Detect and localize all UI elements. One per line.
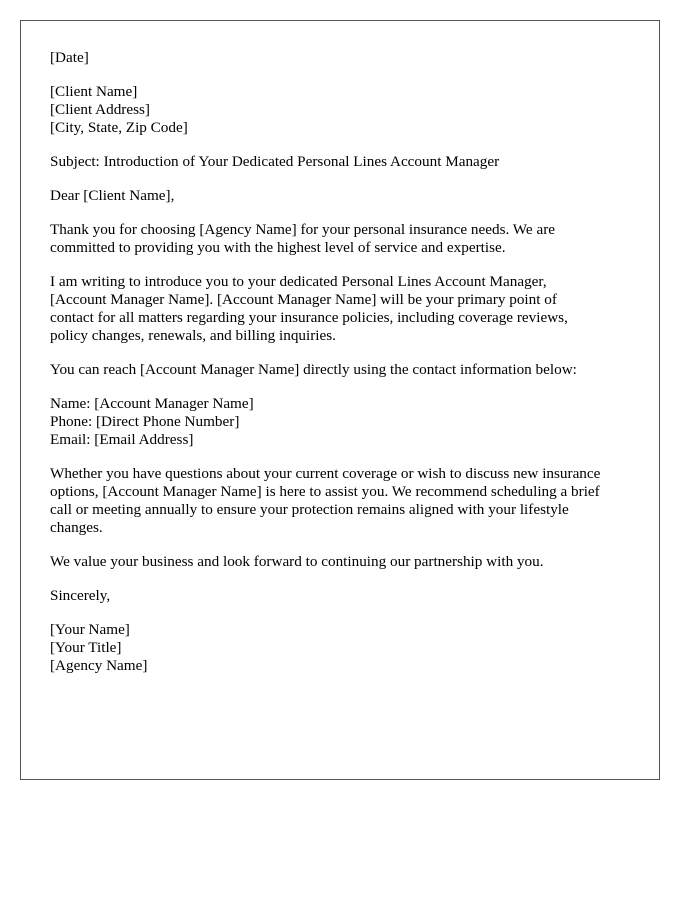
- recipient-address-block: [50, 83, 640, 137]
- paragraph-line: Thank you for choosing [Agency Name] for your personal insurance needs. We are: [50, 221, 555, 238]
- closing: Sincerely,: [50, 587, 111, 604]
- closing-block: [50, 587, 640, 605]
- date-block: [50, 49, 640, 67]
- paragraph-value-business: [50, 553, 640, 571]
- recipient-name: [Client Name]: [50, 83, 138, 100]
- recipient-city-state-zip: [City, State, Zip Code]: [50, 119, 188, 136]
- contact-email: Email: [Email Address]: [50, 431, 194, 448]
- paragraph-line: policy changes, renewals, and billing inquiries.: [50, 327, 336, 344]
- paragraph-line: committed to providing you with the highest level of service and expertise.: [50, 239, 506, 256]
- contact-name: Name: [Account Manager Name]: [50, 395, 254, 412]
- paragraph-line: call or meeting annually to ensure your protection remains aligned with your lifestyle: [50, 501, 569, 518]
- contact-info-block: [50, 395, 640, 449]
- contact-phone: Phone: [Direct Phone Number]: [50, 413, 240, 430]
- signature-block: [50, 621, 640, 675]
- salutation: Dear [Client Name],: [50, 187, 175, 204]
- paragraph-introduction: [50, 273, 640, 345]
- salutation-block: [50, 187, 640, 205]
- paragraph-line: contact for all matters regarding your insurance policies, including coverage reviews,: [50, 309, 568, 326]
- paragraph-line: I am writing to introduce you to your dedicated Personal Lines Account Manager,: [50, 273, 547, 290]
- subject-line: Subject: Introduction of Your Dedicated Personal Lines Account Manager: [50, 153, 500, 170]
- letter-page: [20, 20, 660, 780]
- paragraph-thank-you: [50, 221, 640, 257]
- recipient-address: [Client Address]: [50, 101, 150, 118]
- paragraph-line: We value your business and look forward to continuing our partnership with you.: [50, 553, 544, 570]
- paragraph-line: [Account Manager Name]. [Account Manager Name] will be your primary point of: [50, 291, 557, 308]
- paragraph-line: changes.: [50, 519, 103, 536]
- paragraph-line: You can reach [Account Manager Name] directly using the contact information below:: [50, 361, 577, 378]
- paragraph-assistance: [50, 465, 640, 537]
- paragraph-contact-intro: [50, 361, 640, 379]
- signature-title: [Your Title]: [50, 639, 122, 656]
- paragraph-line: Whether you have questions about your current coverage or wish to discuss new insurance: [50, 465, 601, 482]
- subject-block: [50, 153, 640, 171]
- paragraph-line: options, [Account Manager Name] is here to assist you. We recommend scheduling a brief: [50, 483, 600, 500]
- signature-agency: [Agency Name]: [50, 657, 148, 674]
- letter-date: [Date]: [50, 49, 89, 66]
- signature-name: [Your Name]: [50, 621, 130, 638]
- letter-body: [50, 49, 640, 691]
